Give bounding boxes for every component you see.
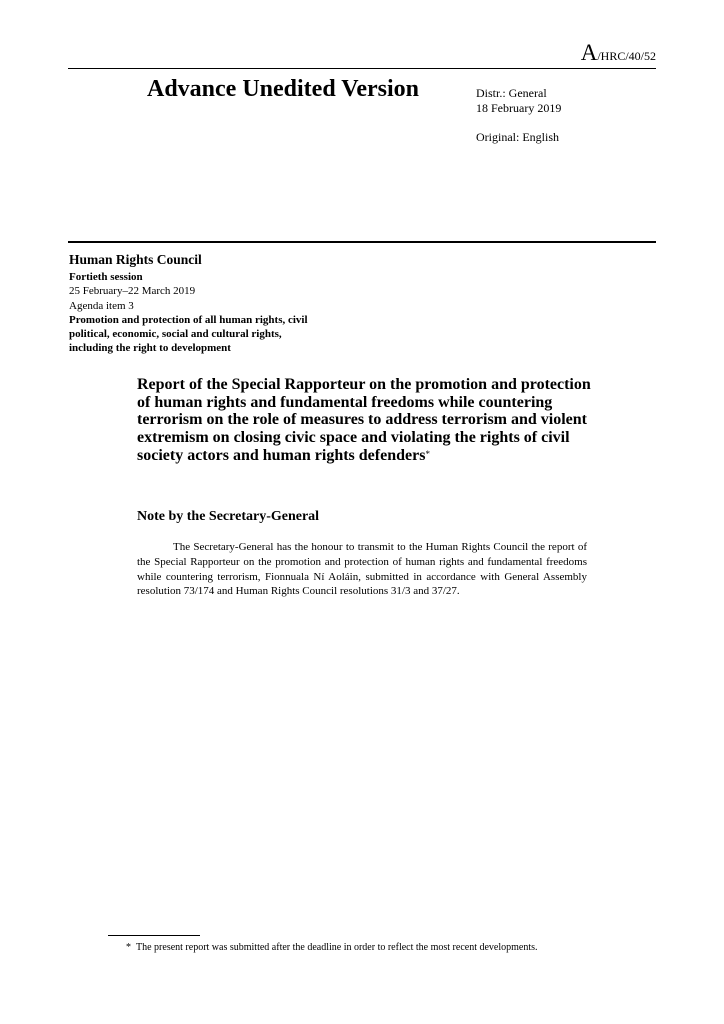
- document-symbol-letter: A: [580, 40, 598, 65]
- footnote-text: The present report was submitted after the deadline in order to reflect the most recent developments.: [136, 942, 538, 953]
- session-name: Fortieth session: [69, 271, 143, 283]
- distribution-block: [476, 86, 561, 116]
- header-rule: [68, 68, 656, 69]
- agenda-item: Agenda item 3: [69, 299, 134, 312]
- masthead-rule: [68, 241, 656, 243]
- agenda-title-line: Promotion and protection of all human rights, civil: [69, 313, 308, 326]
- distribution-label: Distr.: General: [476, 86, 547, 100]
- agenda-title-line: political, economic, social and cultural rights,: [69, 328, 282, 341]
- issue-date: 18 February 2019: [476, 101, 562, 115]
- council-name: Human Rights Council: [69, 252, 202, 267]
- session-dates: 25 February–22 March 2019: [69, 285, 196, 298]
- document-symbol-number: /HRC/40/52: [597, 49, 656, 63]
- session-block: [69, 270, 308, 356]
- report-title: [137, 376, 597, 465]
- footnote-marker: *: [126, 942, 131, 953]
- note-paragraph: The Secretary-General has the honour to transmit to the Human Rights Council the report of the Special Rapporteur on the promotion and protection of human rights and fundamental freedoms while countering terrorism, Fionnuala Ní Aoláin, submitted in accordance with General Assembly resolution 73/174 and Human Rights Council resolutions 31/3 and 37/27.: [137, 541, 587, 598]
- note-heading: Note by the Secretary-General: [137, 509, 320, 524]
- report-title-text: Report of the Special Rapporteur on the promotion and protection of human rights and fundamental freedoms while countering terrorism on the role of measures to address terrorism and violent extremism on closing civic space and violating the rights of civil society actors and human rights defenders: [137, 376, 591, 465]
- footnote: [126, 942, 538, 953]
- document-symbol: [581, 40, 656, 66]
- agenda-title-line: including the right to development: [69, 342, 231, 355]
- original-language: Original: English: [476, 130, 559, 144]
- footnote-reference: *: [425, 449, 430, 460]
- footnote-rule: [108, 935, 200, 936]
- version-title: Advance Unedited Version: [147, 76, 420, 102]
